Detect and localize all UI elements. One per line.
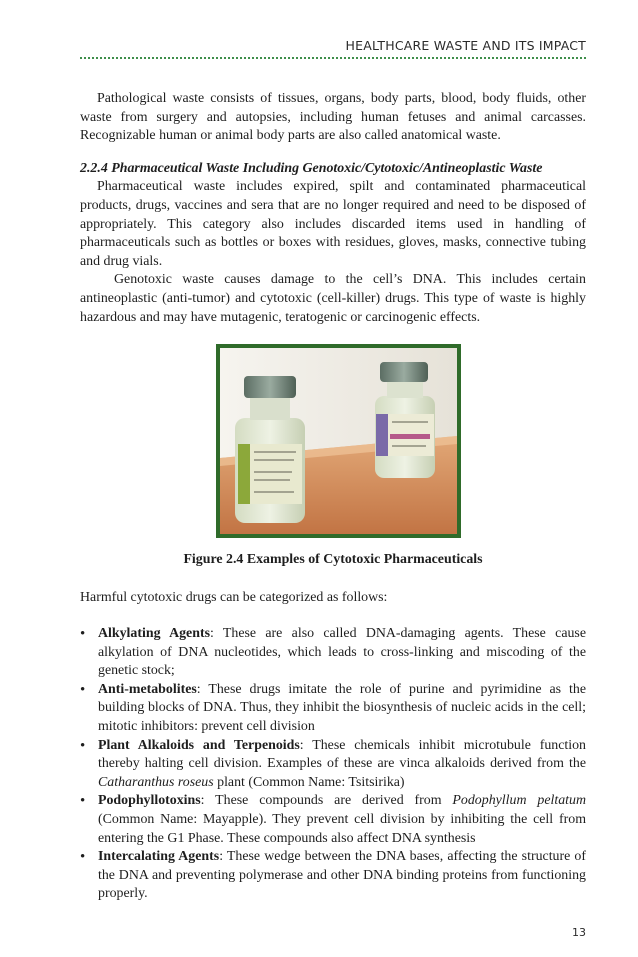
species-name: Catharanthus roseus — [98, 774, 214, 790]
figure-caption: Figure 2.4 Examples of Cytotoxic Pharmaceuticals — [183, 552, 483, 567]
bullet-icon: • — [80, 793, 86, 810]
list-item — [80, 681, 586, 737]
species-name: Podophyllum peltatum — [452, 793, 586, 809]
list-item-term: Plant Alkaloids and Terpenoids — [98, 737, 300, 753]
list-item — [80, 737, 586, 793]
bullet-icon: • — [80, 681, 86, 698]
list-item — [80, 625, 586, 681]
list-item-text: : These wedge between the DNA bases, affecting the structure of the DNA and preventing polymerase and other DNA binding proteins from functioning properly. — [98, 849, 586, 902]
list-item-text: : These chemicals inhibit microtubule function thereby halting cell division. Examples of these are vinca alkaloids derived from the — [98, 737, 586, 772]
page-number: 13 — [572, 926, 586, 939]
list-item-text: : These compounds are derived from — [200, 793, 453, 809]
bullet-icon: • — [80, 849, 86, 866]
list-item-text: : These drugs imitate the role of purine and pyrimidine as the building blocks of DNA. Thus, they inhibit the biosynthesis of nucleic acids in the cell; mitotic inhibitors: prevent cell division — [98, 681, 586, 734]
list-intro: Harmful cytotoxic drugs can be categorized as follows: — [80, 590, 388, 605]
list-item-term: Intercalating Agents — [98, 849, 220, 865]
list-item-term: Alkylating Agents — [98, 626, 210, 641]
right-vial — [375, 362, 435, 478]
section-heading: 2.2.4 Pharmaceutical Waste Including Genotoxic/Cytotoxic/Antineoplastic Waste — [80, 160, 543, 176]
list-item — [80, 848, 586, 904]
genotoxic-paragraph: Genotoxic waste causes damage to the cell’s DNA. This includes certain antineoplastic (anti-tumor) and cytotoxic (cell-killer) drugs. This type of waste is highly hazardous and may have mutagenic, teratogenic or carcinogenic effects. — [80, 272, 586, 325]
cytotoxic-drug-categories — [80, 625, 586, 904]
list-item-text: (Common Name: Mayapple). They prevent cell division by inhibiting the cell from entering the G1 Phase. These compounds also affect DNA synthesis — [98, 811, 586, 846]
vials-illustration — [220, 348, 457, 534]
header-divider — [80, 57, 586, 59]
list-item — [80, 792, 586, 848]
list-item-term: Anti-metabolites — [98, 681, 197, 697]
list-item-text: plant (Common Name: Tsitsirika) — [213, 774, 405, 790]
list-item-text: : These are also called DNA-damaging agents. These cause alkylation of DNA nucleotides, which leads to cross-linking and miscoding of the genetic stock; — [98, 626, 586, 679]
pathological-paragraph: Pathological waste consists of tissues, organs, body parts, blood, body fluids, other waste from surgery and autopsies, including human fetuses and animal carcasses. Recognizable human or animal body parts are also called anatomical waste. — [80, 91, 586, 144]
running-header: HEALTHCARE WASTE AND ITS IMPACT — [345, 38, 586, 53]
bullet-icon: • — [80, 626, 86, 642]
body-text — [80, 90, 586, 327]
cytotoxic-vials-photo — [216, 344, 461, 538]
pharmaceutical-paragraph: Pharmaceutical waste includes expired, spilt and contaminated pharmaceutical products, drugs, vaccines and sera that are no longer required and need to be disposed of appropriately. This category also includes discarded items used in handling of pharmaceuticals such as bottles or boxes with residues, gloves, masks, connective tubing and drug vials. — [80, 179, 586, 269]
list-item-term: Podophyllotoxins — [98, 793, 201, 809]
bullet-icon: • — [80, 737, 86, 754]
